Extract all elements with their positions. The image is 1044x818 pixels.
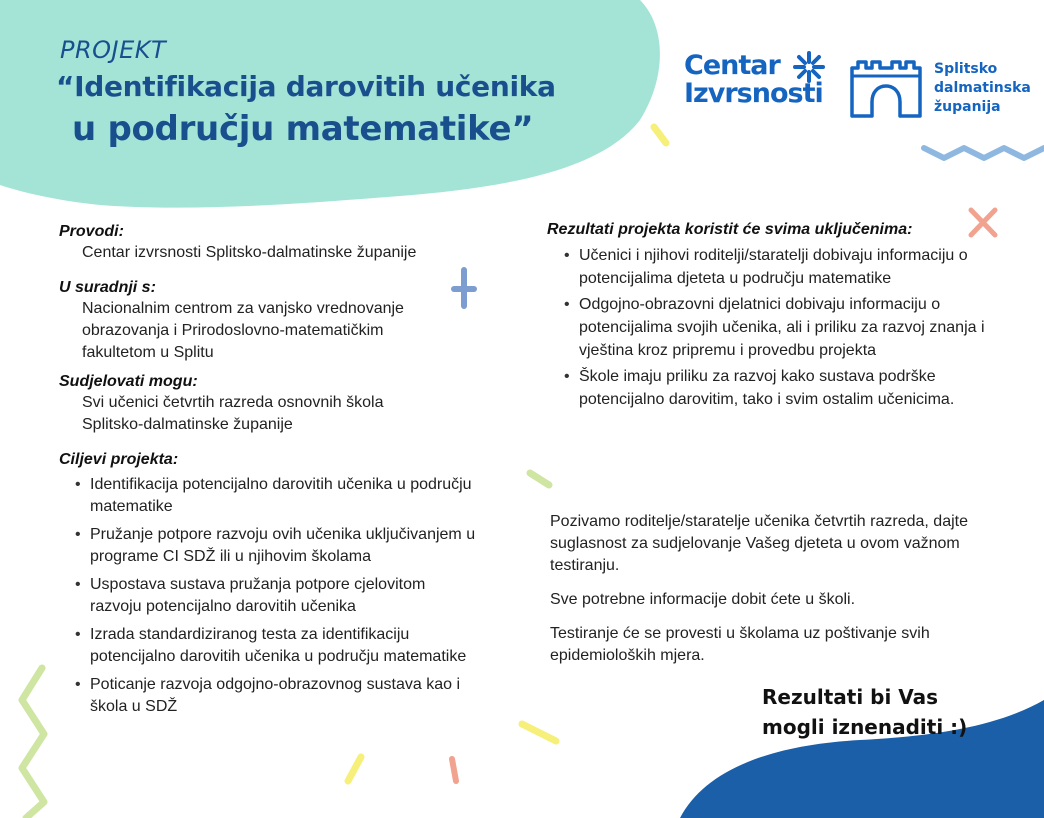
- rezultati-list: [547, 244, 987, 411]
- project-title-line2: u području matematike”: [72, 109, 534, 149]
- closing-line1: Rezultati bi Vas: [762, 685, 939, 709]
- centar-logo-word1: Centar: [684, 50, 780, 81]
- project-pretitle: PROJEKT: [60, 36, 167, 64]
- right-column: [547, 220, 987, 414]
- closing-message: [762, 682, 992, 742]
- list-item: • Izrada standardiziranog testa za identifikaciju potencijalno darovitih učenika u području matematike: [59, 624, 479, 668]
- list-item: • Poticanje razvoja odgojno-obrazovnog sustava kao i škola u SDŽ: [59, 674, 479, 718]
- county-name-line3: županija: [934, 99, 1001, 115]
- rezultati-heading: Rezultati projekta koristit će svima uključenima:: [547, 221, 913, 238]
- yellow-dash-shape-top: [654, 127, 666, 143]
- asterisk-star-icon: [792, 50, 826, 84]
- list-item: • Identifikacija potencijalno darovitih učenika u području matematike: [59, 474, 479, 518]
- invitation-paragraph: Pozivamo roditelje/staratelje učenika četvrtih razreda, dajte suglasnost za sudjelovanje Vašeg djeteta u ovom važnom testiranju.: [550, 513, 968, 574]
- splitsko-dalmatinska-logo: [848, 58, 1031, 125]
- closing-line2: mogli iznenaditi :): [762, 715, 968, 739]
- county-name-line1: Splitsko: [934, 61, 998, 77]
- project-title-line1: “Identifikacija darovitih učenika: [56, 70, 556, 103]
- provodi-heading: Provodi:: [59, 223, 124, 240]
- ciljevi-list: [59, 474, 479, 718]
- sudjelovati-text: Svi učenici četvrtih razreda osnovnih škola Splitsko-dalmatinske županije: [82, 394, 384, 433]
- invitation-paragraphs: [550, 511, 990, 679]
- yellow-dash-shape-right: [522, 724, 556, 741]
- section-suradnja: [59, 278, 479, 364]
- section-provodi: [59, 222, 479, 264]
- centar-izvrsnosti-logo: [684, 52, 823, 108]
- info-paragraph: Sve potrebne informacije dobit ćete u školi.: [550, 591, 856, 608]
- centar-logo-word2: Izvrsnosti: [684, 78, 823, 109]
- section-sudjelovati: [59, 372, 479, 436]
- provodi-text: Centar izvrsnosti Splitsko-dalmatinske županije: [82, 244, 417, 261]
- list-item: • Učenici i njihovi roditelji/staratelji dobivaju informaciju o potencijalima djeteta u području matematike: [547, 244, 987, 290]
- ciljevi-heading: Ciljevi projekta:: [59, 451, 179, 468]
- page-header: [56, 36, 556, 149]
- yellow-dash-shape-bottom: [348, 757, 361, 781]
- county-name-line2: dalmatinska: [934, 80, 1031, 96]
- left-column: [59, 222, 479, 724]
- salmon-dash-shape: [452, 759, 456, 781]
- castle-wall-icon: [848, 58, 924, 120]
- list-item: • Škole imaju priliku za razvoj kako sustava podrške potencijalno darovitim, tako i svim ostalim učenicima.: [547, 365, 987, 411]
- testing-paragraph: Testiranje će se provesti u školama uz poštivanje svih epidemioloških mjera.: [550, 625, 930, 664]
- suradnja-heading: U suradnji s:: [59, 279, 156, 296]
- list-item: • Pružanje potpore razvoju ovih učenika uključivanjem u programe CI SDŽ ili u njihovim školama: [59, 524, 479, 568]
- blue-zigzag-shape: [924, 148, 1044, 158]
- section-ciljevi: [59, 450, 479, 718]
- green-dash-shape: [530, 473, 549, 485]
- list-item: • Odgojno-obrazovni djelatnici dobivaju informaciju o potencijalima svojih učenika, ali i priliku za razvoj znanja i vještina kroz pripremu i provedbu projekta: [547, 293, 987, 362]
- sudjelovati-heading: Sudjelovati mogu:: [59, 373, 198, 390]
- list-item: • Uspostava sustava pružanja potpore cjelovitom razvoju potencijalno darovitih učenika: [59, 574, 479, 618]
- suradnja-text: Nacionalnim centrom za vanjsko vrednovanje obrazovanja i Prirodoslovno-matematičkim fakultetom u Splitu: [82, 300, 404, 361]
- county-name: [934, 60, 1044, 117]
- green-zigzag-shape: [22, 668, 44, 818]
